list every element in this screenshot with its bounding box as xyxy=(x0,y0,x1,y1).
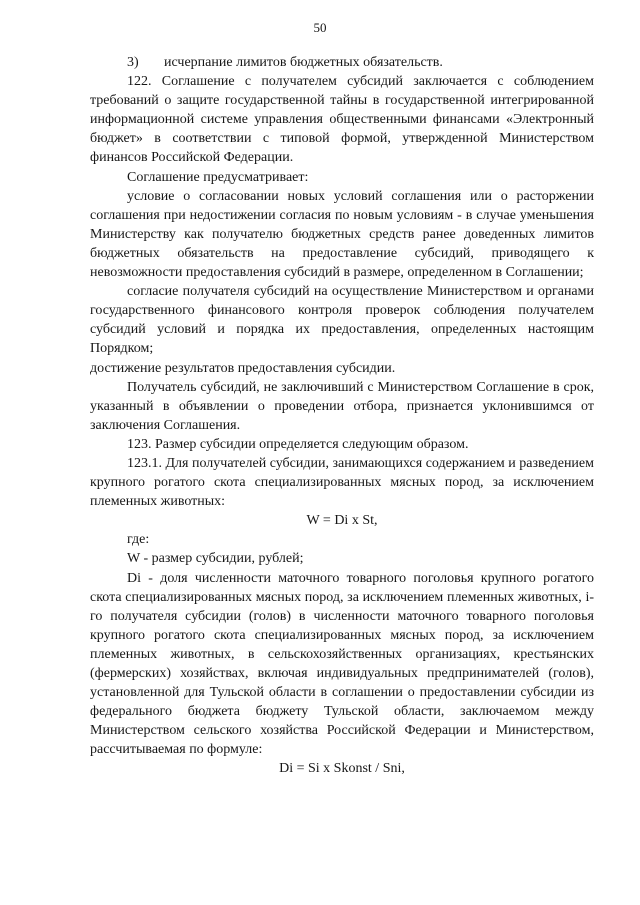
condition-clause: условие о согласовании новых условий соглашения или о расторжении соглашения при недостижении согласия по новым условиям - в случае уменьшения Министерству как получателю бюджетных средств ранее доведенных лимитов бюджетных обязательств на предоставление субсидий, приводящего к невозможности предоставления субсидий в размере, определенном в Соглашении; xyxy=(90,188,594,281)
list-item-text: исчерпание лимитов бюджетных обязательств. xyxy=(164,55,443,70)
paragraph-123: 123. Размер субсидии определяется следующим образом. xyxy=(127,436,469,452)
where-label: где: xyxy=(127,532,150,548)
paragraph-122: 122. Соглашение с получателем субсидий заключается с соблюдением требований о защите государственной тайны в государственной интегрированной информационной системе управления общественными финансами «Электронный бюджет» в соответствии с типовой формой, утвержденной Министерством финансов Российской Федерации. xyxy=(90,74,594,166)
document-body xyxy=(90,53,594,779)
results-clause: достижение результатов предоставления субсидии. xyxy=(90,360,396,376)
page-number: 50 xyxy=(313,20,327,35)
consent-clause: согласие получателя субсидий на осуществление Министерством и органами государственного финансового контроля проверок соблюдения получателем субсидий условий и порядка их предоставления, определенных настоящим Порядком; xyxy=(90,284,594,357)
definition-di: Di - доля численности маточного товарного поголовья крупного рогатого скота специализированных мясных пород, за исключением племенных животных, i-го получателя субсидии (голов) в численности маточного товарного поголовья крупного рогатого скота специализированных мясных пород, за исключением племенных животных, в сельскохозяйственных организациях, крестьянских (фермерских) хозяйствах, включая индивидуальных предпринимателей (голов), установленной для Тульской области в соглашении о предоставлении субсидии из федерального бюджета бюджету Тульской области, заключаемом между Министерством сельского хозяйства Российской Федерации и Министерством, рассчитываемая по формуле: xyxy=(90,570,594,758)
paragraph-123-1: 123.1. Для получателей субсидии, занимающихся содержанием и разведением крупного рогатого скота специализированных мясных пород, за исключением племенных животных: xyxy=(90,455,594,510)
list-item-number: 3) xyxy=(127,55,139,70)
formula-w: W = Di x St, xyxy=(306,513,378,529)
formula-di: Di = Si x Skonst / Sni, xyxy=(279,761,405,777)
list-item-3 xyxy=(90,53,594,72)
definition-w: W - размер субсидии, рублей; xyxy=(127,551,304,567)
agreement-provides: Соглашение предусматривает: xyxy=(127,169,309,185)
recipient-evasion-paragraph: Получатель субсидий, не заключивший с Министерством Соглашение в срок, указанный в объявлении о проведении отбора, признается уклонившимся от заключения Соглашения. xyxy=(90,379,594,433)
